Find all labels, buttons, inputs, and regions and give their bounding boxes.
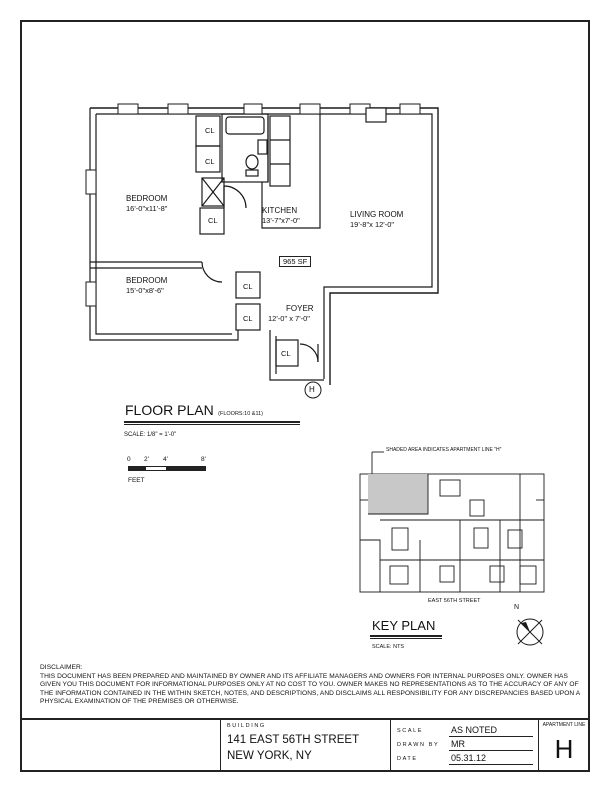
room-label-kitchen: KITCHEN [262, 206, 298, 215]
entry-marker: H [309, 385, 315, 394]
plan-title-text: FLOOR PLAN [125, 402, 214, 418]
scale-tick: 2' [144, 456, 149, 463]
scale-tick: 0 [127, 456, 131, 463]
drawn-by-label: DRAWN BY [397, 742, 440, 748]
title-block [22, 718, 588, 772]
room-label-bedroom2: BEDROOM [126, 276, 168, 285]
apartment-h-shade [368, 474, 428, 514]
room-dims-kitchen: 13'-7"x7'-0" [262, 216, 300, 225]
title-block-apartment [538, 720, 588, 772]
disclaimer-heading: DISCLAIMER: [40, 664, 83, 671]
plan-title-floors: (FLOORS:10 &11) [218, 411, 263, 417]
closet-label: CL [243, 282, 253, 291]
room-dims-bedroom2: 15'-0"x8'-6" [126, 286, 164, 295]
title-block-building [220, 720, 390, 772]
plan-scale: SCALE: 1/8" = 1'-0" [124, 432, 177, 438]
date-label: DATE [397, 756, 418, 762]
building-label: BUILDING [227, 723, 266, 729]
north-label: N [514, 604, 520, 611]
room-dims-bedroom1: 16'-0"x11'-8" [126, 204, 168, 213]
area-badge: 965 SF [279, 256, 311, 267]
drawn-by-value: MR [451, 739, 465, 749]
room-label-living: LIVING ROOM [350, 210, 404, 219]
date-value: 05.31.12 [451, 753, 487, 763]
room-dims-foyer: 12'-0" x 7'-0" [268, 314, 310, 323]
room-label-foyer: FOYER [286, 304, 314, 313]
room-label-bedroom1: BEDROOM [126, 194, 168, 203]
key-plan-title: KEY PLAN [372, 618, 436, 633]
key-plan-scale: SCALE: NTS [372, 644, 405, 650]
key-plan-title-underline-2 [370, 638, 442, 639]
apartment-line-value: H [554, 734, 574, 764]
scale-label: SCALE [397, 728, 424, 734]
closet-label: CL [205, 157, 215, 166]
closet-label: CL [208, 216, 218, 225]
key-plan-title-underline [370, 635, 442, 637]
scale-tick: 8' [201, 456, 206, 463]
address-line-2: NEW YORK, NY [227, 750, 312, 762]
scale-tick: 4' [163, 456, 168, 463]
closet-label: CL [281, 349, 291, 358]
scale-unit: FEET [128, 477, 145, 484]
closet-label: CL [243, 314, 253, 323]
room-dims-living: 19'-8"x 12'-0" [350, 220, 395, 229]
title-block-meta [390, 720, 538, 772]
apartment-line-label: APARTMENT LINE [542, 722, 586, 728]
address-line-1: 141 EAST 56TH STREET [227, 734, 360, 746]
closet-label: CL [205, 126, 215, 135]
north-arrow-icon [510, 612, 550, 652]
scale-value: AS NOTED [451, 725, 498, 735]
key-plan-street: EAST 56TH STREET [428, 598, 481, 604]
disclaimer-body: THIS DOCUMENT HAS BEEN PREPARED AND MAINTAINED BY OWNER AND ITS AFFILIATE MANAGERS AND OWNERS FOR INTERNAL PURPOSES ONLY. OWNER HAS GIVEN YOU THIS DOCUMENT FOR INFORMATIONAL PURPOSES ONLY AT NO COST TO YOU. OWNER MAKES NO REPRESENTATIONS AS TO THE ACCURACY OF ANY OF THE INFORMATION CONTAINED IN THE WITHIN SKETCH, NOTES, AND DESCRIPTIONS, AND DISCLAIMS ALL RESPONSIBILITY FOR ANY DISCREPANCIES BASED UPON A PHYSICAL EXAMINATION OF THE PREMISES OR OTHERWISE. [40, 672, 580, 706]
key-plan-note: SHADED AREA INDICATES APARTMENT LINE "H" [386, 447, 502, 453]
disclaimer [40, 664, 580, 707]
